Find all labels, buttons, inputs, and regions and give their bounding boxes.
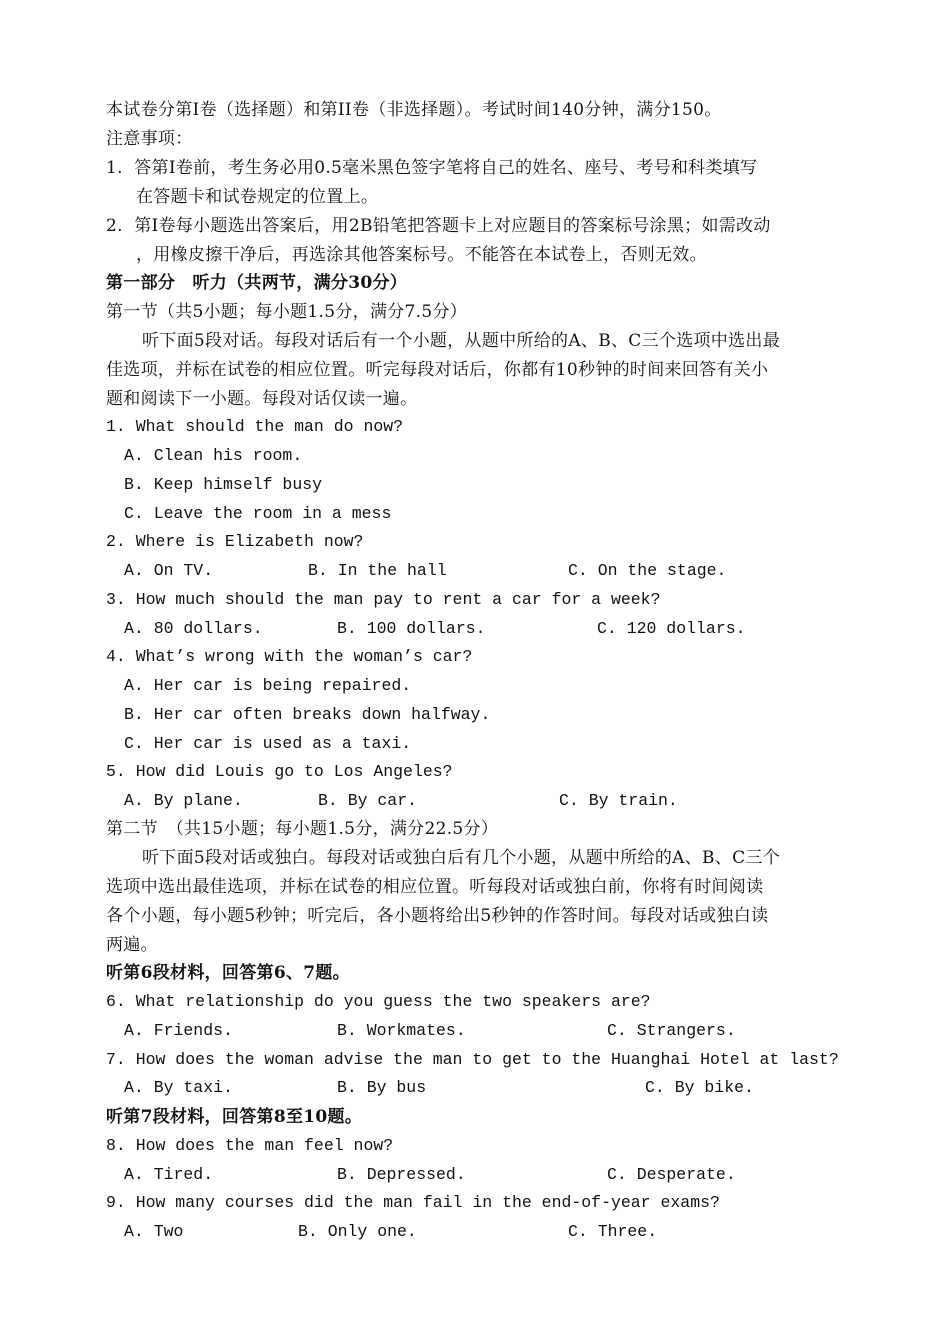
question-1-option-c: C. Leave the room in a mess [124,504,392,523]
question-2-stem: 2. Where is Elizabeth now? [106,532,364,551]
question-4-option-c: C. Her car is used as a taxi. [124,734,412,753]
notice-item-1: 1. 答第I卷前，考生务必用0.5毫米黑色签字笔将自己的姓名、座号、考号和科类填写 [106,158,758,178]
question-6-option-c: C. Strangers. [607,1021,736,1040]
question-7-option-b: B. By bus [337,1078,427,1097]
question-1-option-b: B. Keep himself busy [124,475,323,494]
section1-title: 第一节（共5小题；每小题1.5分，满分7.5分） [106,302,468,322]
section2-title: 第二节 （共15小题；每小题1.5分，满分22.5分） [106,819,499,839]
question-5-option-b: B. By car. [318,791,418,810]
question-2-option-b: B. In the hall [308,561,447,580]
question-6-option-b: B. Workmates. [337,1021,466,1040]
question-8-option-b: B. Depressed. [337,1165,466,1184]
notice-item-2: 2. 第I卷每小题选出答案后，用2B铅笔把答题卡上对应题目的答案标号涂黑；如需改动 [106,216,771,236]
question-7-option-c: C. By bike. [645,1078,754,1097]
question-3-stem: 3. How much should the man pay to rent a car for a week? [106,590,661,609]
question-8-option-c: C. Desperate. [607,1165,736,1184]
part1-title: 第一部分 听力（共两节，满分30分） [106,273,408,293]
question-8-option-a: A. Tired. [124,1165,214,1184]
notice-item-1-cont: 在答题卡和试卷规定的位置上。 [136,187,379,207]
question-6-stem: 6. What relationship do you guess the two speakers are? [106,992,651,1011]
question-3-option-b: B. 100 dollars. [337,619,486,638]
section2-instructions-line4: 两遍。 [106,935,158,955]
notice-item-2-cont: ，用橡皮擦干净后，再选涂其他答案标号。不能答在本试卷上，否则无效。 [136,245,707,265]
question-4-option-b: B. Her car often breaks down halfway. [124,705,491,724]
question-5-option-a: A. By plane. [124,791,243,810]
question-2-option-c: C. On the stage. [568,561,727,580]
section2-instructions: 听下面5段对话或独白。每段对话或独白后有几个小题，从题中所给的A、B、C三个 [142,848,780,868]
question-9-option-b: B. Only one. [298,1222,417,1241]
question-8-stem: 8. How does the man feel now? [106,1136,394,1155]
question-9-stem: 9. How many courses did the man fail in the end-of-year exams? [106,1193,720,1212]
section1-instructions-line3: 题和阅读下一小题。每段对话仅读一遍。 [106,389,418,409]
section2-instructions-line2: 选项中选出最佳选项，并标在试卷的相应位置。听每段对话或独白前，你将有时间阅读 [106,877,764,897]
question-4-option-a: A. Her car is being repaired. [124,676,412,695]
material-7-heading: 听第7段材料，回答第8至10题。 [106,1107,363,1127]
exam-intro: 本试卷分第I卷（选择题）和第II卷（非选择题）。考试时间140分钟，满分150。 [106,100,722,120]
question-1-stem: 1. What should the man do now? [106,417,404,436]
question-9-option-c: C. Three. [568,1222,658,1241]
question-5-stem: 5. How did Louis go to Los Angeles? [106,762,453,781]
notice-title: 注意事项： [106,129,193,149]
question-9-option-a: A. Two [124,1222,184,1241]
question-4-stem: 4. What’s wrong with the woman’s car? [106,647,473,666]
question-5-option-c: C. By train. [559,791,678,810]
section1-instructions-line2: 佳选项，并标在试卷的相应位置。听完每段对话后，你都有10秒钟的时间来回答有关小 [106,360,769,380]
section2-instructions-line3: 各个小题，每小题5秒钟；听完后，各小题将给出5秒钟的作答时间。每段对话或独白读 [106,906,769,926]
question-7-option-a: A. By taxi. [124,1078,233,1097]
material-6-heading: 听第6段材料，回答第6、7题。 [106,963,350,983]
question-2-option-a: A. On TV. [124,561,214,580]
question-3-option-c: C. 120 dollars. [597,619,746,638]
question-6-option-a: A. Friends. [124,1021,233,1040]
question-7-stem: 7. How does the woman advise the man to get to the Huanghai Hotel at last? [106,1050,839,1069]
question-3-option-a: A. 80 dollars. [124,619,263,638]
section1-instructions: 听下面5段对话。每段对话后有一个小题，从题中所给的A、B、C三个选项中选出最 [142,331,780,351]
question-1-option-a: A. Clean his room. [124,446,303,465]
